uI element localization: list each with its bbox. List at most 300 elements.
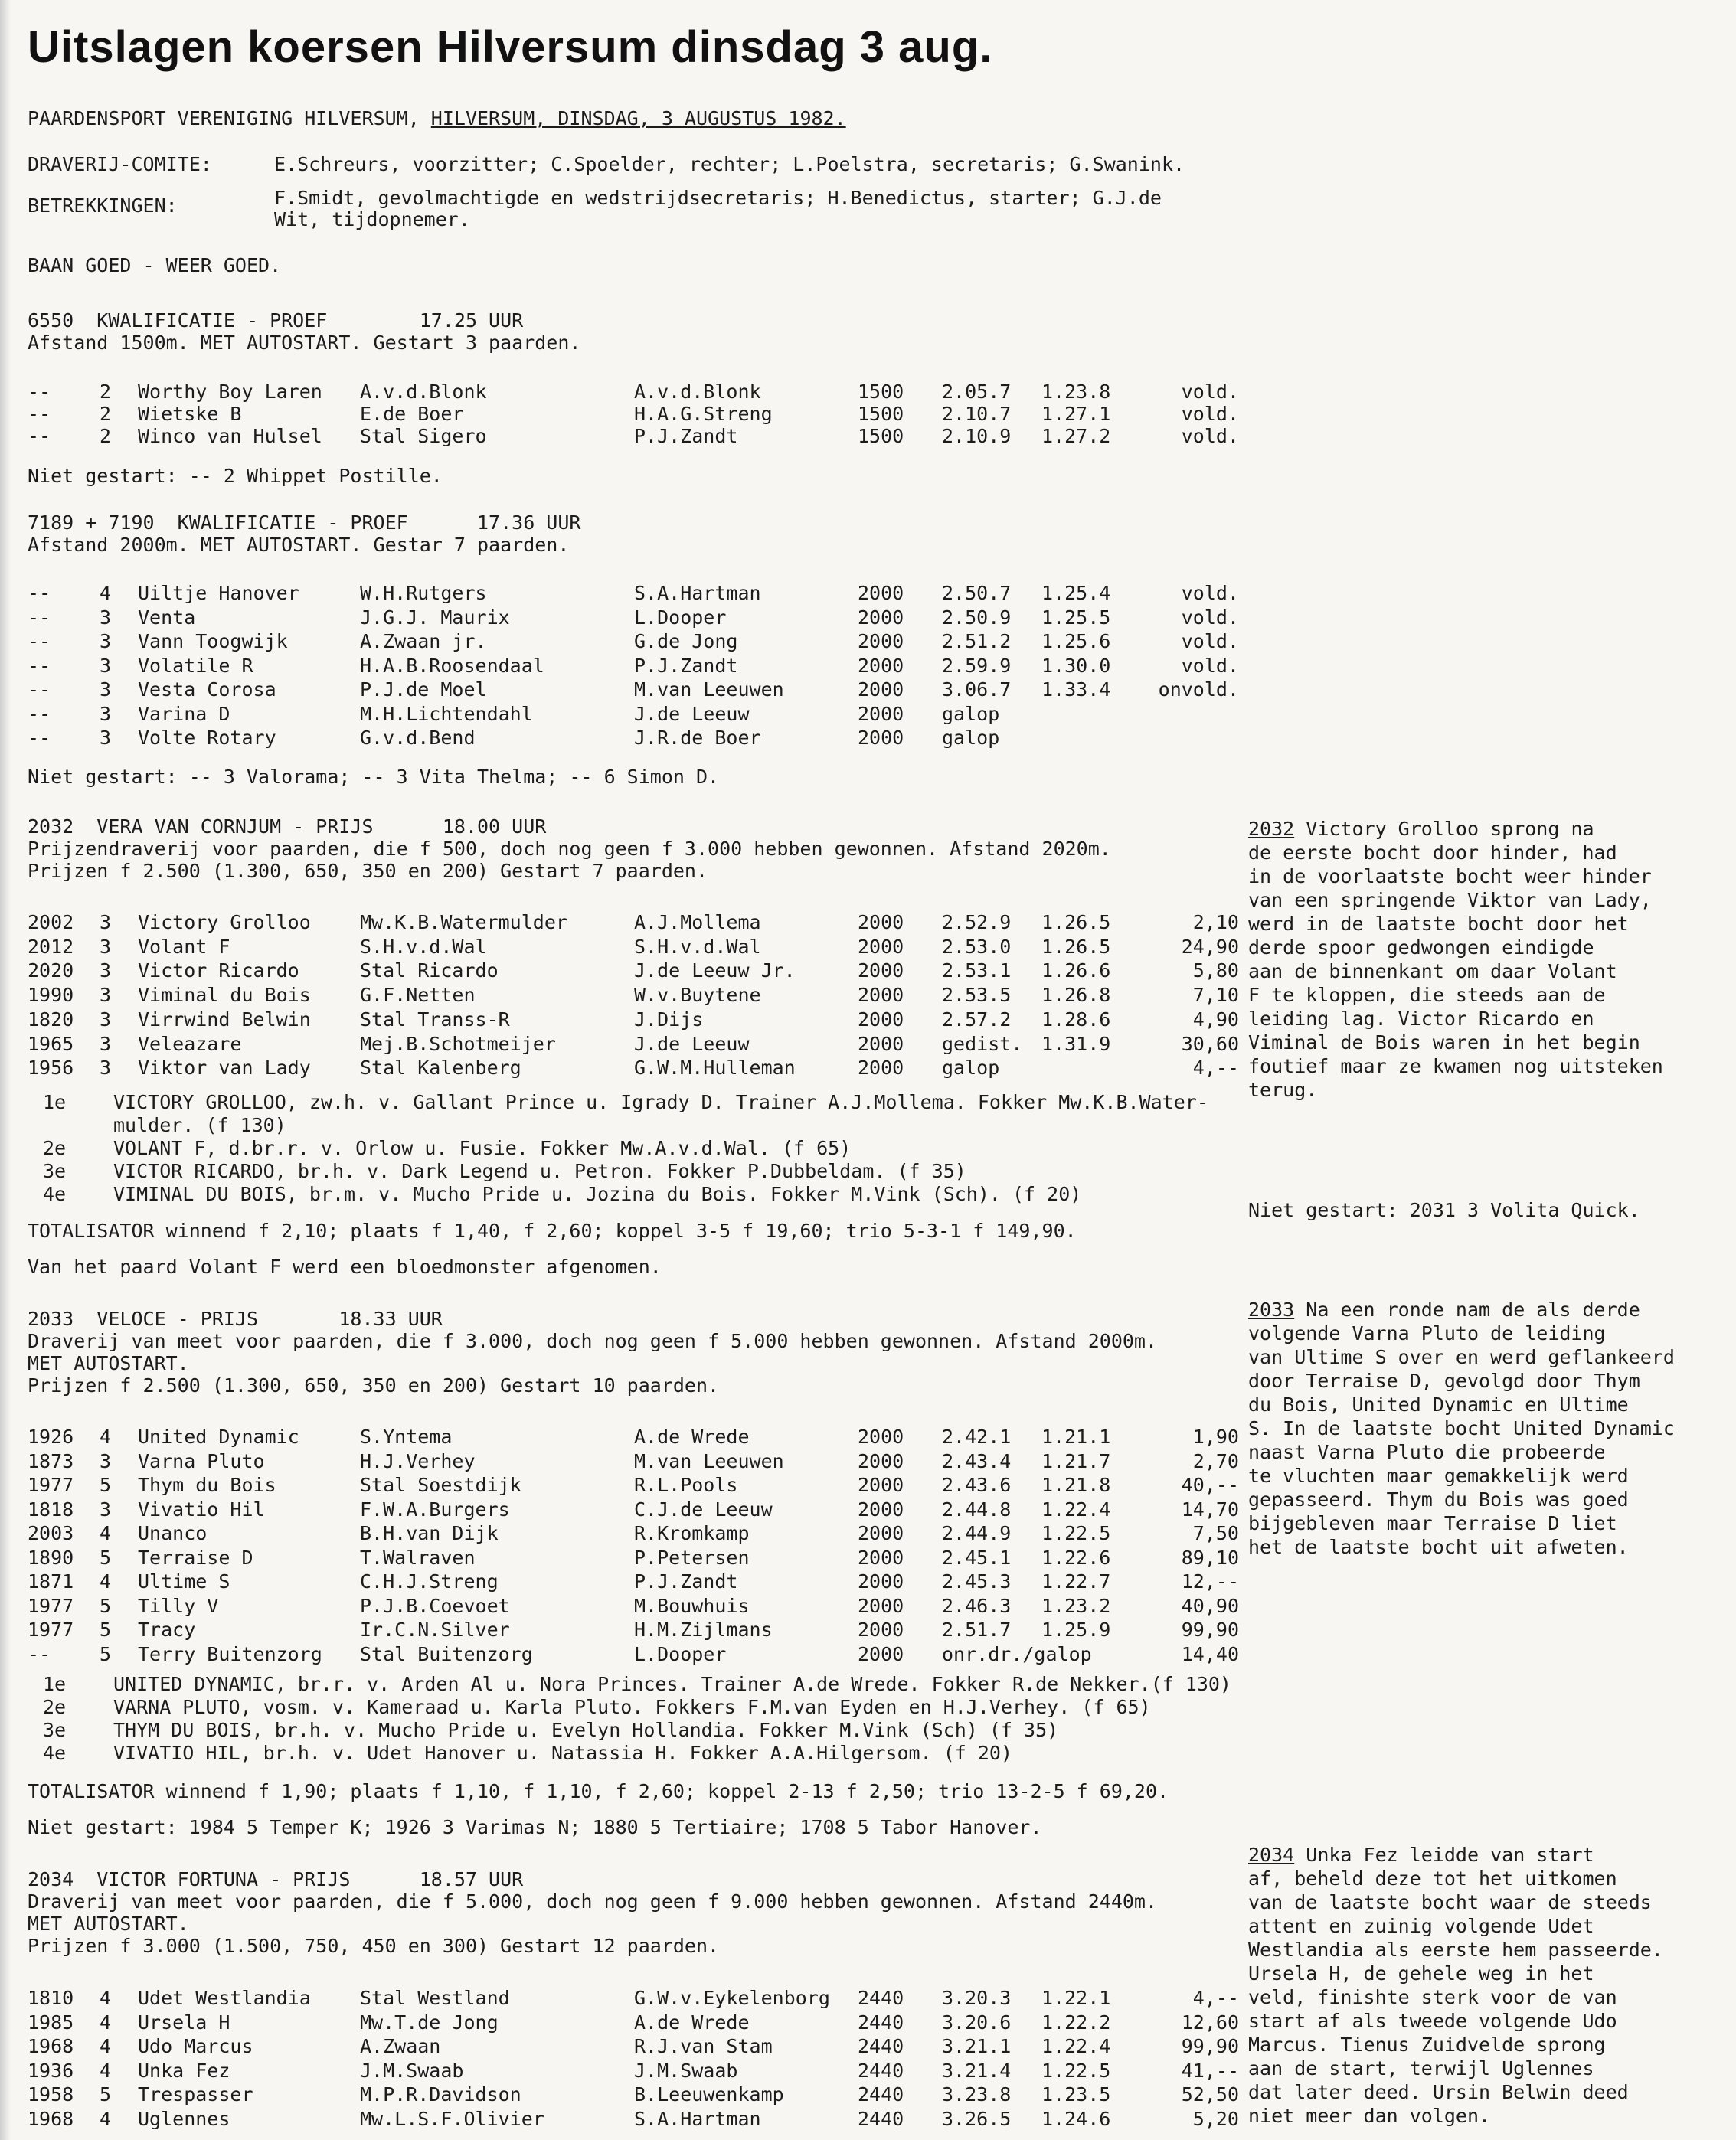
result-cell: 2000 [858, 630, 904, 652]
result-cell: 3 [100, 1498, 112, 1521]
result-cell: 3 [100, 1032, 112, 1055]
result-cell: galop [942, 1057, 1000, 1080]
race-heading: 2034 VICTOR FORTUNA - PRIJS 18.57 UUR [28, 1868, 524, 1890]
result-cell: 1.26.5 [1041, 935, 1111, 958]
result-cell: 5 [100, 2083, 112, 2106]
result-cell: 5 [100, 1474, 112, 1496]
result-cell: 5 [100, 1546, 112, 1569]
result-cell: R.J.van Stam [634, 2035, 773, 2057]
result-cell: A.Zwaan [360, 2035, 441, 2057]
result-cell: 2000 [858, 582, 904, 604]
result-cell: A.J.Mollema [634, 911, 761, 933]
result-cell: 1,90 [1192, 1426, 1239, 1448]
result-cell: 7,50 [1192, 1522, 1239, 1544]
result-row [0, 630, 1244, 653]
commentary-line: van de laatste bocht waar de steeds [1248, 1891, 1652, 1913]
result-cell: Viminal du Bois [138, 984, 311, 1007]
result-cell: Unanco [138, 1522, 208, 1544]
result-cell: 40,90 [1181, 1594, 1239, 1617]
commentary-line: veld, finishte sterk voor de van [1248, 1986, 1617, 2008]
result-cell: 3 [100, 702, 112, 725]
result-cell: Volatile R [138, 654, 253, 677]
result-cell: 2440 [858, 2083, 904, 2106]
place-label: 2e [43, 1137, 67, 1159]
result-cell: -- [28, 1642, 51, 1665]
race-footnote: Niet gestart: -- 2 Whippet Postille. [28, 465, 443, 487]
result-cell: Stal Buitenzorg [360, 1642, 533, 1665]
result-cell: M.H.Lichtendahl [360, 702, 533, 725]
result-cell: H.A.G.Streng [634, 403, 773, 425]
race-commentary [1248, 1298, 1675, 1559]
result-cell: S.H.v.d.Wal [360, 935, 487, 958]
result-cell: L.Dooper [634, 1642, 727, 1665]
result-cell: 2002 [28, 911, 74, 933]
place-label: 3e [43, 1719, 67, 1741]
result-cell: C.J.de Leeuw [634, 1498, 773, 1521]
result-cell: 3.21.4 [942, 2059, 1012, 2082]
commentary-line: af, beheld deze tot het uitkomen [1248, 1867, 1617, 1890]
result-cell: 4 [100, 582, 112, 604]
race-footnote: Niet gestart: -- 3 Valorama; -- 3 Vita Thelma; -- 6 Simon D. [28, 766, 720, 788]
result-cell: 1985 [28, 2011, 74, 2034]
result-cell: 2000 [858, 1426, 904, 1448]
place-description: VIVATIO HIL, br.h. v. Udet Hanover u. Natassia H. Fokker A.A.Hilgersom. (f 20) [113, 1742, 1012, 1764]
race-commentary [1248, 1198, 1640, 1222]
result-cell: 4 [100, 1426, 112, 1448]
result-cell: 3 [100, 630, 112, 652]
commentary-line: start af als tweede volgende Udo [1248, 2010, 1617, 2032]
result-cell: 3 [100, 911, 112, 933]
result-cell: 1500 [858, 403, 904, 425]
result-cell: 2.10.7 [942, 403, 1012, 425]
result-cell: 4 [100, 2011, 112, 2034]
result-cell: onr.dr./galop [942, 1642, 1092, 1665]
result-cell: Vivatio Hil [138, 1498, 265, 1521]
result-cell: 12,60 [1181, 2011, 1239, 2034]
result-cell: Veleazare [138, 1032, 242, 1055]
result-cell: Viktor van Lady [138, 1057, 311, 1080]
result-cell: 2440 [858, 2059, 904, 2082]
result-row [0, 678, 1244, 701]
result-cell: Ursela H [138, 2011, 230, 2034]
result-cell: Terraise D [138, 1546, 253, 1569]
result-cell: Vesta Corosa [138, 678, 276, 701]
race-number: 2034 [1248, 1844, 1295, 1866]
result-cell: 2000 [858, 678, 904, 701]
betrekkingen-label: BETREKKINGEN: [28, 194, 178, 217]
result-cell: P.J.Zandt [634, 654, 738, 677]
result-cell: Thym du Bois [138, 1474, 276, 1496]
result-cell: Worthy Boy Laren [138, 381, 322, 403]
result-cell: 1968 [28, 2035, 74, 2057]
result-cell: J.M.Swaab [360, 2059, 464, 2082]
result-cell: 2.53.0 [942, 935, 1012, 958]
race-heading: 7189 + 7190 KWALIFICATIE - PROEF 17.36 UUR [28, 511, 581, 534]
result-cell: 2000 [858, 1570, 904, 1593]
result-cell: 2000 [858, 702, 904, 725]
result-cell: 2.43.4 [942, 1449, 1012, 1472]
result-cell: -- [28, 381, 51, 403]
result-cell: 3 [100, 606, 112, 629]
result-cell: 3.20.3 [942, 1987, 1012, 2009]
race-commentary [1248, 817, 1663, 1102]
result-cell: Unka Fez [138, 2059, 230, 2082]
race-conditions: Afstand 2000m. MET AUTOSTART. Gestar 7 paarden. [28, 534, 570, 556]
result-cell: 2.43.6 [942, 1474, 1012, 1496]
result-cell: 3 [100, 935, 112, 958]
result-cell: 2000 [858, 959, 904, 982]
result-cell: -- [28, 678, 51, 701]
result-row [0, 425, 1244, 448]
result-cell: vold. [1181, 582, 1239, 604]
result-cell: 4,-- [1192, 1057, 1239, 1080]
place-label: 4e [43, 1742, 67, 1764]
result-cell: Stal Sigero [360, 425, 487, 447]
result-cell: 2000 [858, 1449, 904, 1472]
result-cell: 3 [100, 984, 112, 1007]
result-cell: M.Bouwhuis [634, 1594, 750, 1617]
result-cell: 30,60 [1181, 1032, 1239, 1055]
result-cell: 2.53.5 [942, 984, 1012, 1007]
commentary-line: gepasseerd. Thym du Bois was goed [1248, 1488, 1629, 1511]
result-cell: 2.10.9 [942, 425, 1012, 447]
place-description: VICTORY GROLLOO, zw.h. v. Gallant Prince u. Igrady D. Trainer A.J.Mollema. Fokker Mw.K.B.Water- [113, 1091, 1208, 1113]
result-cell: H.A.B.Roosendaal [360, 654, 544, 677]
result-cell: R.Kromkamp [634, 1522, 750, 1544]
comite-label: DRAVERIJ-COMITE: [28, 153, 212, 175]
result-cell: T.Walraven [360, 1546, 476, 1569]
result-cell: 12,-- [1181, 1570, 1239, 1593]
commentary-line: Ursela H, de gehele weg in het [1248, 1962, 1594, 1985]
result-cell: 1.25.5 [1041, 606, 1111, 629]
result-cell: 2000 [858, 935, 904, 958]
result-cell: onvold. [1158, 678, 1239, 701]
commentary-line: 2034 Unka Fez leidde van start [1248, 1844, 1594, 1866]
place-label: 1e [43, 1091, 67, 1113]
result-cell: 1.25.6 [1041, 630, 1111, 652]
commentary-line: Niet gestart: 2031 3 Volita Quick. [1248, 1199, 1640, 1221]
commentary-line: Viminal de Bois waren in het begin [1248, 1031, 1640, 1054]
result-cell: 7,10 [1192, 984, 1239, 1007]
result-cell: 1810 [28, 1987, 74, 2009]
commentary-line: 2032 Victory Grolloo sprong na [1248, 818, 1594, 840]
commentary-line: volgende Varna Pluto de leiding [1248, 1322, 1606, 1344]
result-row [0, 2011, 1244, 2034]
result-row [0, 381, 1244, 403]
result-cell: J.R.de Boer [634, 727, 761, 749]
result-row [0, 1643, 1244, 1666]
race-footnote: TOTALISATOR winnend f 1,90; plaats f 1,10, f 1,10, f 2,60; koppel 2-13 f 2,50; trio 13-2-5 f 69,20. [28, 1780, 1169, 1802]
result-cell: 2020 [28, 959, 74, 982]
result-cell: 2000 [858, 911, 904, 933]
result-cell: vold. [1181, 654, 1239, 677]
result-cell: J.de Leeuw [634, 702, 750, 725]
result-cell: F.W.A.Burgers [360, 1498, 510, 1521]
result-cell: 5,20 [1192, 2107, 1239, 2130]
header-date: HILVERSUM, DINSDAG, 3 AUGUSTUS 1982. [430, 107, 846, 129]
result-cell: 2003 [28, 1522, 74, 1544]
result-cell: 1.22.2 [1041, 2011, 1111, 2034]
result-cell: 2.44.8 [942, 1498, 1012, 1521]
commentary-line: aan de binnenkant om daar Volant [1248, 960, 1617, 982]
result-cell: galop [942, 702, 1000, 725]
result-cell: P.J.B.Coevoet [360, 1594, 510, 1617]
commentary-line: niet meer dan volgen. [1248, 2105, 1491, 2127]
result-cell: 3 [100, 727, 112, 749]
place-description: VARNA PLUTO, vosm. v. Kameraad u. Karla Pluto. Fokkers F.M.van Eyden en H.J.Verhey. (f 65) [113, 1696, 1151, 1718]
result-cell: 2 [100, 403, 112, 425]
result-cell: B.H.van Dijk [360, 1522, 499, 1544]
result-cell: 1818 [28, 1498, 74, 1521]
result-cell: M.van Leeuwen [634, 678, 784, 701]
result-cell: 2.51.2 [942, 630, 1012, 652]
result-cell: Vann Toogwijk [138, 630, 288, 652]
commentary-line: bijgebleven maar Terraise D liet [1248, 1512, 1617, 1534]
result-cell: G.W.v.Eykelenborg [634, 1987, 830, 2009]
result-cell: Varina D [138, 702, 230, 725]
race-footnote: Niet gestart: 1984 5 Temper K; 1926 3 Varimas N; 1880 5 Tertiaire; 1708 5 Tabor Hanover. [28, 1816, 1042, 1838]
commentary-line: door Terraise D, gevolgd door Thym [1248, 1370, 1640, 1392]
result-cell: 2440 [858, 1987, 904, 2009]
result-cell: 1.26.8 [1041, 984, 1111, 1007]
result-cell: Venta [138, 606, 196, 629]
header-line [28, 107, 846, 130]
result-cell: 2000 [858, 1546, 904, 1569]
result-cell: -- [28, 606, 51, 629]
result-cell: 5 [100, 1619, 112, 1641]
result-cell: 2000 [858, 1619, 904, 1641]
result-cell: 2.44.9 [942, 1522, 1012, 1544]
result-cell: 1936 [28, 2059, 74, 2082]
commentary-line: S. In de laatste bocht United Dynamic [1248, 1417, 1675, 1439]
result-row [0, 1450, 1244, 1473]
commentary-line: 2033 Na een ronde nam de als derde [1248, 1299, 1640, 1321]
commentary-line: dat later deed. Ursin Belwin deed [1248, 2081, 1629, 2103]
place-description: mulder. (f 130) [113, 1114, 286, 1136]
result-cell: Mw.K.B.Watermulder [360, 911, 567, 933]
result-cell: 2.53.1 [942, 959, 1012, 982]
result-cell: 40,-- [1181, 1474, 1239, 1496]
commentary-line: naast Varna Pluto die probeerde [1248, 1441, 1606, 1463]
result-cell: Terry Buitenzorg [138, 1642, 322, 1665]
result-cell: Ultime S [138, 1570, 230, 1593]
place-description: UNITED DYNAMIC, br.r. v. Arden Al u. Nora Princes. Trainer A.de Wrede. Fokker R.de Nekker.(f 130) [113, 1673, 1231, 1695]
result-cell: Winco van Hulsel [138, 425, 322, 447]
result-cell: 4 [100, 2035, 112, 2057]
result-cell: 3 [100, 654, 112, 677]
commentary-line: derde spoor gedwongen eindigde [1248, 936, 1594, 959]
result-cell: 2000 [858, 1474, 904, 1496]
result-row [0, 703, 1244, 726]
result-cell: Stal Transs-R [360, 1008, 510, 1031]
commentary-line: Westlandia als eerste hem passeerde. [1248, 1939, 1663, 1961]
result-cell: 2.59.9 [942, 654, 1012, 677]
commentary-line: foutief maar ze kwamen nog uitsteken [1248, 1055, 1663, 1077]
place-label: 4e [43, 1183, 67, 1205]
result-cell: 3 [100, 1008, 112, 1031]
result-cell: 2.52.9 [942, 911, 1012, 933]
result-row [0, 727, 1244, 750]
result-cell: 1926 [28, 1426, 74, 1448]
place-description: VICTOR RICARDO, br.h. v. Dark Legend u. Petron. Fokker P.Dubbeldam. (f 35) [113, 1160, 966, 1182]
result-cell: 1990 [28, 984, 74, 1007]
commentary-line: aan de start, terwijl Uglennes [1248, 2057, 1594, 2080]
result-cell: B.Leeuwenkamp [634, 2083, 784, 2106]
result-cell: vold. [1181, 630, 1239, 652]
result-cell: E.de Boer [360, 403, 464, 425]
commentary-line: het de laatste bocht uit afweten. [1248, 1536, 1629, 1558]
result-cell: Victory Grolloo [138, 911, 311, 933]
result-cell: 1958 [28, 2083, 74, 2106]
result-cell: 4 [100, 2107, 112, 2130]
result-cell: 1.22.4 [1041, 1498, 1111, 1521]
result-cell: 4 [100, 1570, 112, 1593]
result-cell: A.v.d.Blonk [634, 381, 761, 403]
result-cell: Tracy [138, 1619, 196, 1641]
result-cell: 1.31.9 [1041, 1032, 1111, 1055]
result-cell: Stal Westland [360, 1987, 510, 2009]
race-footnote: TOTALISATOR winnend f 2,10; plaats f 1,40, f 2,60; koppel 3-5 f 19,60; trio 5-3-1 f 149,90. [28, 1220, 1077, 1242]
result-cell: 1.25.9 [1041, 1619, 1111, 1641]
result-row [0, 1619, 1244, 1642]
place-label: 3e [43, 1160, 67, 1182]
result-cell: J.de Leeuw [634, 1032, 750, 1055]
place-label: 2e [43, 1696, 67, 1718]
result-cell: 1.26.6 [1041, 959, 1111, 982]
result-cell: S.A.Hartman [634, 582, 761, 604]
result-cell: 2000 [858, 1008, 904, 1031]
result-cell: -- [28, 654, 51, 677]
result-cell: 2440 [858, 2011, 904, 2034]
result-cell: 3.06.7 [942, 678, 1012, 701]
place-description: THYM DU BOIS, br.h. v. Mucho Pride u. Evelyn Hollandia. Fokker M.Vink (Sch) (f 35) [113, 1719, 1059, 1741]
race-heading: 2032 VERA VAN CORNJUM - PRIJS 18.00 UUR [28, 815, 547, 838]
result-cell: 1.22.6 [1041, 1546, 1111, 1569]
result-cell: 3 [100, 678, 112, 701]
result-cell: 2.50.9 [942, 606, 1012, 629]
result-cell: H.M.Zijlmans [634, 1619, 773, 1641]
result-cell: 3 [100, 1057, 112, 1080]
result-cell: vold. [1181, 381, 1239, 403]
result-cell: H.J.Verhey [360, 1449, 476, 1472]
result-cell: 2,70 [1192, 1449, 1239, 1472]
result-row [0, 1570, 1244, 1593]
result-cell: A.de Wrede [634, 2011, 750, 2034]
result-cell: 3.21.1 [942, 2035, 1012, 2057]
result-cell: S.Yntema [360, 1426, 453, 1448]
result-cell: 1977 [28, 1474, 74, 1496]
result-cell: 4,90 [1192, 1008, 1239, 1031]
result-cell: 3.26.5 [942, 2107, 1012, 2130]
result-cell: P.J.Zandt [634, 425, 738, 447]
result-row [0, 1474, 1244, 1497]
result-cell: 1.22.1 [1041, 1987, 1111, 2009]
result-cell: S.A.Hartman [634, 2107, 761, 2130]
result-cell: 1873 [28, 1449, 74, 1472]
race-conditions: MET AUTOSTART. [28, 1352, 189, 1374]
result-cell: 2.45.3 [942, 1570, 1012, 1593]
betrekkingen-text-2: Wit, tijdopnemer. [274, 208, 470, 230]
result-cell: 2,10 [1192, 911, 1239, 933]
result-cell: 1977 [28, 1594, 74, 1617]
result-cell: Mw.L.S.F.Olivier [360, 2107, 544, 2130]
result-cell: Stal Soestdijk [360, 1474, 521, 1496]
race-footnote: Van het paard Volant F werd een bloedmonster afgenomen. [28, 1256, 662, 1278]
result-cell: 2.51.7 [942, 1619, 1012, 1641]
result-cell: 2.42.1 [942, 1426, 1012, 1448]
result-cell: 1500 [858, 425, 904, 447]
result-cell: 1.28.6 [1041, 1008, 1111, 1031]
result-cell: 1.25.4 [1041, 582, 1111, 604]
result-cell: L.Dooper [634, 606, 727, 629]
result-row [0, 1033, 1244, 1056]
result-cell: 1.24.6 [1041, 2107, 1111, 2130]
result-cell: 1.23.2 [1041, 1594, 1111, 1617]
commentary-line: leiding lag. Victor Ricardo en [1248, 1008, 1594, 1030]
result-cell: 2.50.7 [942, 582, 1012, 604]
result-cell: 1890 [28, 1546, 74, 1569]
result-cell: 1968 [28, 2107, 74, 2130]
result-row [0, 1498, 1244, 1521]
race-conditions: Prijzen f 2.500 (1.300, 650, 350 en 200) Gestart 10 paarden. [28, 1374, 720, 1397]
commentary-line: terug. [1248, 1079, 1318, 1101]
race-conditions: Prijzen f 2.500 (1.300, 650, 350 en 200) Gestart 7 paarden. [28, 860, 708, 882]
result-cell: 2000 [858, 1032, 904, 1055]
result-cell: 2.45.1 [942, 1546, 1012, 1569]
result-cell: United Dynamic [138, 1426, 299, 1448]
commentary-line: van een springende Viktor van Lady, [1248, 889, 1652, 911]
result-cell: 14,40 [1181, 1642, 1239, 1665]
result-cell: Mej.B.Schotmeijer [360, 1032, 556, 1055]
result-cell: 1.22.5 [1041, 1522, 1111, 1544]
result-cell: Volte Rotary [138, 727, 276, 749]
page-title: Uitslagen koersen Hilversum dinsdag 3 aug. [28, 22, 993, 72]
result-cell: Wietske B [138, 403, 242, 425]
result-cell: Uiltje Hanover [138, 582, 299, 604]
result-cell: 2000 [858, 1498, 904, 1521]
place-description: VOLANT F, d.br.r. v. Orlow u. Fusie. Fokker Mw.A.v.d.Wal. (f 65) [113, 1137, 852, 1159]
result-cell: 5 [100, 1642, 112, 1665]
result-cell: 99,90 [1181, 1619, 1239, 1641]
result-cell: 2000 [858, 654, 904, 677]
result-cell: 1820 [28, 1008, 74, 1031]
result-row [0, 1987, 1244, 2010]
result-cell: 1956 [28, 1057, 74, 1080]
result-cell: 99,90 [1181, 2035, 1239, 2057]
result-cell: J.M.Swaab [634, 2059, 738, 2082]
result-cell: 1965 [28, 1032, 74, 1055]
result-cell: -- [28, 403, 51, 425]
commentary-line: du Bois, United Dynamic en Ultime [1248, 1393, 1629, 1416]
result-cell: 14,70 [1181, 1498, 1239, 1521]
result-cell: Volant F [138, 935, 230, 958]
result-cell: Tilly V [138, 1594, 219, 1617]
commentary-line: werd in de laatste bocht door het [1248, 913, 1629, 935]
result-row [0, 1008, 1244, 1031]
result-cell: S.H.v.d.Wal [634, 935, 761, 958]
race-conditions: Draverij van meet voor paarden, die f 5.000, doch nog geen f 9.000 hebben gewonnen. Afstand 2440m. [28, 1890, 1158, 1913]
result-cell: Ir.C.N.Silver [360, 1619, 510, 1641]
commentary-line: de eerste bocht door hinder, had [1248, 841, 1617, 864]
commentary-line: in de voorlaatste bocht weer hinder [1248, 865, 1652, 887]
race-number: 2033 [1248, 1299, 1295, 1321]
commentary-line: Marcus. Tienus Zuidvelde sprong [1248, 2034, 1606, 2056]
result-cell: 1.23.5 [1041, 2083, 1111, 2106]
result-row [0, 936, 1244, 959]
result-cell: Varna Pluto [138, 1449, 265, 1472]
place-description: VIMINAL DU BOIS, br.m. v. Mucho Pride u. Jozina du Bois. Fokker M.Vink (Sch). (f 20) [113, 1183, 1082, 1205]
race-conditions: Prijzen f 3.000 (1.500, 750, 450 en 300) Gestart 12 paarden. [28, 1935, 720, 1957]
